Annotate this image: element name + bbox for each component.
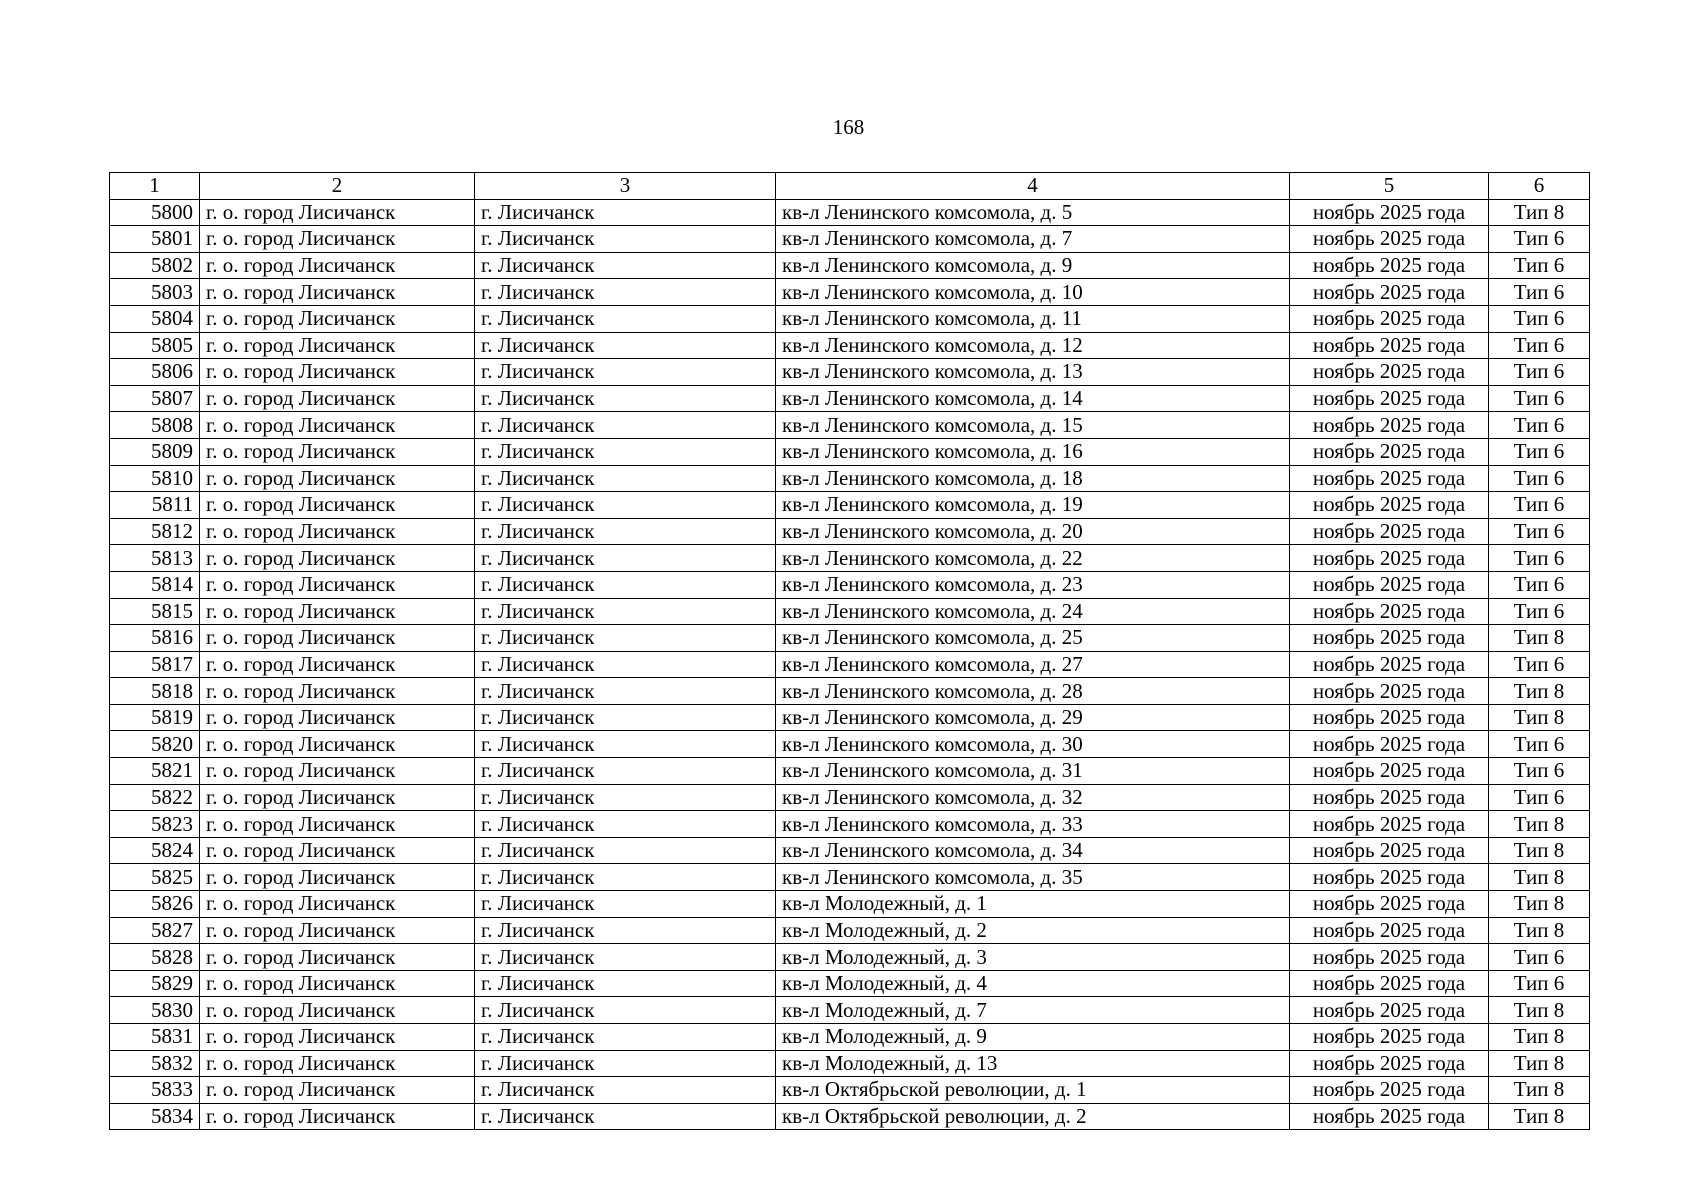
- page-number: 168: [832, 115, 865, 139]
- address-cell: кв-л Ленинского комсомола, д. 15: [776, 412, 1290, 439]
- row-number-cell: 5800: [110, 199, 200, 226]
- municipality-cell: г. о. город Лисичанск: [200, 704, 475, 731]
- settlement-cell: г. Лисичанск: [475, 891, 776, 918]
- settlement-cell: г. Лисичанск: [475, 412, 776, 439]
- deadline-cell: ноябрь 2025 года: [1290, 518, 1489, 545]
- table-row: [110, 465, 1590, 492]
- type-cell: Тип 8: [1489, 997, 1590, 1024]
- settlement-cell: г. Лисичанск: [475, 625, 776, 652]
- table-row: [110, 678, 1590, 705]
- address-cell: кв-л Молодежный, д. 4: [776, 970, 1290, 997]
- column-header-4: 4: [776, 173, 1290, 200]
- address-cell: кв-л Ленинского комсомола, д. 23: [776, 571, 1290, 598]
- municipality-cell: г. о. город Лисичанск: [200, 1077, 475, 1104]
- type-cell: Тип 6: [1489, 305, 1590, 332]
- settlement-cell: г. Лисичанск: [475, 279, 776, 306]
- table-row: [110, 811, 1590, 838]
- settlement-cell: г. Лисичанск: [475, 651, 776, 678]
- row-number-cell: 5811: [110, 492, 200, 519]
- municipality-cell: г. о. город Лисичанск: [200, 970, 475, 997]
- settlement-cell: г. Лисичанск: [475, 678, 776, 705]
- column-header-6: 6: [1489, 173, 1590, 200]
- deadline-cell: ноябрь 2025 года: [1290, 917, 1489, 944]
- type-cell: Тип 6: [1489, 598, 1590, 625]
- row-number-cell: 5821: [110, 758, 200, 785]
- municipality-cell: г. о. город Лисичанск: [200, 758, 475, 785]
- settlement-cell: г. Лисичанск: [475, 758, 776, 785]
- settlement-cell: г. Лисичанск: [475, 465, 776, 492]
- type-cell: Тип 8: [1489, 678, 1590, 705]
- address-cell: кв-л Ленинского комсомола, д. 29: [776, 704, 1290, 731]
- settlement-cell: г. Лисичанск: [475, 1024, 776, 1051]
- table-row: [110, 252, 1590, 279]
- row-number-cell: 5834: [110, 1103, 200, 1130]
- settlement-cell: г. Лисичанск: [475, 492, 776, 519]
- settlement-cell: г. Лисичанск: [475, 811, 776, 838]
- table-row: [110, 332, 1590, 359]
- row-number-cell: 5832: [110, 1050, 200, 1077]
- address-cell: кв-л Ленинского комсомола, д. 14: [776, 385, 1290, 412]
- row-number-cell: 5807: [110, 385, 200, 412]
- row-number-cell: 5820: [110, 731, 200, 758]
- municipality-cell: г. о. город Лисичанск: [200, 492, 475, 519]
- address-cell: кв-л Октябрьской революции, д. 2: [776, 1103, 1290, 1130]
- row-number-cell: 5815: [110, 598, 200, 625]
- type-cell: Тип 6: [1489, 571, 1590, 598]
- deadline-cell: ноябрь 2025 года: [1290, 784, 1489, 811]
- deadline-cell: ноябрь 2025 года: [1290, 625, 1489, 652]
- type-cell: Тип 8: [1489, 864, 1590, 891]
- settlement-cell: г. Лисичанск: [475, 385, 776, 412]
- municipality-cell: г. о. город Лисичанск: [200, 305, 475, 332]
- address-cell: кв-л Ленинского комсомола, д. 24: [776, 598, 1290, 625]
- row-number-cell: 5806: [110, 359, 200, 386]
- settlement-cell: г. Лисичанск: [475, 731, 776, 758]
- table-row: [110, 226, 1590, 253]
- row-number-cell: 5830: [110, 997, 200, 1024]
- row-number-cell: 5805: [110, 332, 200, 359]
- settlement-cell: г. Лисичанск: [475, 1077, 776, 1104]
- address-cell: кв-л Ленинского комсомола, д. 11: [776, 305, 1290, 332]
- deadline-cell: ноябрь 2025 года: [1290, 412, 1489, 439]
- address-cell: кв-л Ленинского комсомола, д. 16: [776, 438, 1290, 465]
- table-row: [110, 891, 1590, 918]
- municipality-cell: г. о. город Лисичанск: [200, 864, 475, 891]
- type-cell: Тип 6: [1489, 226, 1590, 253]
- municipality-cell: г. о. город Лисичанск: [200, 332, 475, 359]
- type-cell: Тип 6: [1489, 492, 1590, 519]
- type-cell: Тип 8: [1489, 811, 1590, 838]
- table-row: [110, 571, 1590, 598]
- deadline-cell: ноябрь 2025 года: [1290, 704, 1489, 731]
- row-number-cell: 5833: [110, 1077, 200, 1104]
- deadline-cell: ноябрь 2025 года: [1290, 359, 1489, 386]
- column-header-1: 1: [110, 173, 200, 200]
- municipality-cell: г. о. город Лисичанск: [200, 199, 475, 226]
- deadline-cell: ноябрь 2025 года: [1290, 678, 1489, 705]
- type-cell: Тип 6: [1489, 279, 1590, 306]
- type-cell: Тип 8: [1489, 917, 1590, 944]
- row-number-cell: 5828: [110, 944, 200, 971]
- settlement-cell: г. Лисичанск: [475, 226, 776, 253]
- type-cell: Тип 6: [1489, 332, 1590, 359]
- municipality-cell: г. о. город Лисичанск: [200, 997, 475, 1024]
- table-row: [110, 1024, 1590, 1051]
- deadline-cell: ноябрь 2025 года: [1290, 492, 1489, 519]
- row-number-cell: 5817: [110, 651, 200, 678]
- municipality-cell: г. о. город Лисичанск: [200, 837, 475, 864]
- deadline-cell: ноябрь 2025 года: [1290, 970, 1489, 997]
- municipality-cell: г. о. город Лисичанск: [200, 625, 475, 652]
- deadline-cell: ноябрь 2025 года: [1290, 731, 1489, 758]
- address-cell: кв-л Ленинского комсомола, д. 32: [776, 784, 1290, 811]
- settlement-cell: г. Лисичанск: [475, 970, 776, 997]
- address-cell: кв-л Ленинского комсомола, д. 35: [776, 864, 1290, 891]
- type-cell: Тип 6: [1489, 518, 1590, 545]
- type-cell: Тип 8: [1489, 1024, 1590, 1051]
- type-cell: Тип 8: [1489, 891, 1590, 918]
- address-cell: кв-л Ленинского комсомола, д. 30: [776, 731, 1290, 758]
- municipality-cell: г. о. город Лисичанск: [200, 465, 475, 492]
- deadline-cell: ноябрь 2025 года: [1290, 997, 1489, 1024]
- column-header-2: 2: [200, 173, 475, 200]
- deadline-cell: ноябрь 2025 года: [1290, 571, 1489, 598]
- settlement-cell: г. Лисичанск: [475, 332, 776, 359]
- row-number-cell: 5801: [110, 226, 200, 253]
- type-cell: Тип 6: [1489, 438, 1590, 465]
- settlement-cell: г. Лисичанск: [475, 571, 776, 598]
- row-number-cell: 5816: [110, 625, 200, 652]
- type-cell: Тип 8: [1489, 625, 1590, 652]
- municipality-cell: г. о. город Лисичанск: [200, 731, 475, 758]
- municipality-cell: г. о. город Лисичанск: [200, 412, 475, 439]
- address-cell: кв-л Ленинского комсомола, д. 9: [776, 252, 1290, 279]
- column-header-5: 5: [1290, 173, 1489, 200]
- type-cell: Тип 8: [1489, 1050, 1590, 1077]
- municipality-cell: г. о. город Лисичанск: [200, 891, 475, 918]
- address-cell: кв-л Молодежный, д. 7: [776, 997, 1290, 1024]
- municipality-cell: г. о. город Лисичанск: [200, 385, 475, 412]
- municipality-cell: г. о. город Лисичанск: [200, 571, 475, 598]
- address-cell: кв-л Молодежный, д. 9: [776, 1024, 1290, 1051]
- settlement-cell: г. Лисичанск: [475, 917, 776, 944]
- column-header-3: 3: [475, 173, 776, 200]
- table-row: [110, 518, 1590, 545]
- address-cell: кв-л Ленинского комсомола, д. 22: [776, 545, 1290, 572]
- settlement-cell: г. Лисичанск: [475, 199, 776, 226]
- table-row: [110, 492, 1590, 519]
- type-cell: Тип 6: [1489, 784, 1590, 811]
- address-cell: кв-л Ленинского комсомола, д. 25: [776, 625, 1290, 652]
- address-cell: кв-л Ленинского комсомола, д. 19: [776, 492, 1290, 519]
- deadline-cell: ноябрь 2025 года: [1290, 758, 1489, 785]
- type-cell: Тип 6: [1489, 944, 1590, 971]
- deadline-cell: ноябрь 2025 года: [1290, 651, 1489, 678]
- deadline-cell: ноябрь 2025 года: [1290, 1103, 1489, 1130]
- type-cell: Тип 8: [1489, 1077, 1590, 1104]
- deadline-cell: ноябрь 2025 года: [1290, 1077, 1489, 1104]
- table-row: [110, 412, 1590, 439]
- row-number-cell: 5814: [110, 571, 200, 598]
- type-cell: Тип 6: [1489, 731, 1590, 758]
- municipality-cell: г. о. город Лисичанск: [200, 545, 475, 572]
- settlement-cell: г. Лисичанск: [475, 598, 776, 625]
- table-body: [110, 199, 1590, 1130]
- table-header: [110, 173, 1590, 200]
- settlement-cell: г. Лисичанск: [475, 545, 776, 572]
- deadline-cell: ноябрь 2025 года: [1290, 279, 1489, 306]
- settlement-cell: г. Лисичанск: [475, 837, 776, 864]
- deadline-cell: ноябрь 2025 года: [1290, 598, 1489, 625]
- deadline-cell: ноябрь 2025 года: [1290, 891, 1489, 918]
- settlement-cell: г. Лисичанск: [475, 305, 776, 332]
- type-cell: Тип 8: [1489, 1103, 1590, 1130]
- deadline-cell: ноябрь 2025 года: [1290, 438, 1489, 465]
- address-cell: кв-л Ленинского комсомола, д. 28: [776, 678, 1290, 705]
- municipality-cell: г. о. город Лисичанск: [200, 1050, 475, 1077]
- table-row: [110, 1077, 1590, 1104]
- settlement-cell: г. Лисичанск: [475, 518, 776, 545]
- table-row: [110, 704, 1590, 731]
- type-cell: Тип 8: [1489, 199, 1590, 226]
- table-row: [110, 837, 1590, 864]
- municipality-cell: г. о. город Лисичанск: [200, 917, 475, 944]
- row-number-cell: 5804: [110, 305, 200, 332]
- deadline-cell: ноябрь 2025 года: [1290, 944, 1489, 971]
- row-number-cell: 5812: [110, 518, 200, 545]
- deadline-cell: ноябрь 2025 года: [1290, 1050, 1489, 1077]
- table-row: [110, 970, 1590, 997]
- table-row: [110, 438, 1590, 465]
- row-number-cell: 5827: [110, 917, 200, 944]
- deadline-cell: ноябрь 2025 года: [1290, 864, 1489, 891]
- settlement-cell: г. Лисичанск: [475, 944, 776, 971]
- row-number-cell: 5826: [110, 891, 200, 918]
- row-number-cell: 5819: [110, 704, 200, 731]
- address-cell: кв-л Молодежный, д. 2: [776, 917, 1290, 944]
- municipality-cell: г. о. город Лисичанск: [200, 598, 475, 625]
- address-cell: кв-л Молодежный, д. 13: [776, 1050, 1290, 1077]
- municipality-cell: г. о. город Лисичанск: [200, 226, 475, 253]
- deadline-cell: ноябрь 2025 года: [1290, 837, 1489, 864]
- type-cell: Тип 6: [1489, 359, 1590, 386]
- table-row: [110, 917, 1590, 944]
- type-cell: Тип 6: [1489, 970, 1590, 997]
- row-number-cell: 5818: [110, 678, 200, 705]
- address-cell: кв-л Ленинского комсомола, д. 12: [776, 332, 1290, 359]
- address-cell: кв-л Ленинского комсомола, д. 27: [776, 651, 1290, 678]
- deadline-cell: ноябрь 2025 года: [1290, 332, 1489, 359]
- address-cell: кв-л Ленинского комсомола, д. 20: [776, 518, 1290, 545]
- table-row: [110, 305, 1590, 332]
- deadline-cell: ноябрь 2025 года: [1290, 199, 1489, 226]
- type-cell: Тип 6: [1489, 545, 1590, 572]
- table-row: [110, 1050, 1590, 1077]
- deadline-cell: ноябрь 2025 года: [1290, 226, 1489, 253]
- deadline-cell: ноябрь 2025 года: [1290, 305, 1489, 332]
- deadline-cell: ноябрь 2025 года: [1290, 545, 1489, 572]
- address-cell: кв-л Ленинского комсомола, д. 5: [776, 199, 1290, 226]
- settlement-cell: г. Лисичанск: [475, 704, 776, 731]
- deadline-cell: ноябрь 2025 года: [1290, 385, 1489, 412]
- municipality-cell: г. о. город Лисичанск: [200, 279, 475, 306]
- settlement-cell: г. Лисичанск: [475, 864, 776, 891]
- settlement-cell: г. Лисичанск: [475, 252, 776, 279]
- row-number-cell: 5802: [110, 252, 200, 279]
- deadline-cell: ноябрь 2025 года: [1290, 811, 1489, 838]
- table-row: [110, 864, 1590, 891]
- address-cell: кв-л Ленинского комсомола, д. 7: [776, 226, 1290, 253]
- municipality-cell: г. о. город Лисичанск: [200, 811, 475, 838]
- address-cell: кв-л Ленинского комсомола, д. 13: [776, 359, 1290, 386]
- row-number-cell: 5829: [110, 970, 200, 997]
- address-cell: кв-л Ленинского комсомола, д. 10: [776, 279, 1290, 306]
- row-number-cell: 5803: [110, 279, 200, 306]
- deadline-cell: ноябрь 2025 года: [1290, 465, 1489, 492]
- table-row: [110, 199, 1590, 226]
- type-cell: Тип 6: [1489, 385, 1590, 412]
- municipality-cell: г. о. город Лисичанск: [200, 784, 475, 811]
- settlement-cell: г. Лисичанск: [475, 784, 776, 811]
- row-number-cell: 5825: [110, 864, 200, 891]
- deadline-cell: ноябрь 2025 года: [1290, 252, 1489, 279]
- address-cell: кв-л Ленинского комсомола, д. 33: [776, 811, 1290, 838]
- settlement-cell: г. Лисичанск: [475, 359, 776, 386]
- table-row: [110, 598, 1590, 625]
- table-row: [110, 731, 1590, 758]
- address-cell: кв-л Ленинского комсомола, д. 34: [776, 837, 1290, 864]
- type-cell: Тип 8: [1489, 837, 1590, 864]
- table-row: [110, 758, 1590, 785]
- type-cell: Тип 6: [1489, 252, 1590, 279]
- table-row: [110, 385, 1590, 412]
- row-number-cell: 5822: [110, 784, 200, 811]
- row-number-cell: 5824: [110, 837, 200, 864]
- type-cell: Тип 6: [1489, 651, 1590, 678]
- row-number-cell: 5831: [110, 1024, 200, 1051]
- municipality-cell: г. о. город Лисичанск: [200, 1024, 475, 1051]
- municipality-cell: г. о. город Лисичанск: [200, 359, 475, 386]
- table-row: [110, 944, 1590, 971]
- row-number-cell: 5809: [110, 438, 200, 465]
- type-cell: Тип 6: [1489, 412, 1590, 439]
- row-number-cell: 5813: [110, 545, 200, 572]
- header-row: [110, 173, 1590, 200]
- municipality-cell: г. о. город Лисичанск: [200, 518, 475, 545]
- row-number-cell: 5808: [110, 412, 200, 439]
- table-row: [110, 1103, 1590, 1130]
- settlement-cell: г. Лисичанск: [475, 1103, 776, 1130]
- row-number-cell: 5810: [110, 465, 200, 492]
- address-cell: кв-л Ленинского комсомола, д. 18: [776, 465, 1290, 492]
- municipality-cell: г. о. город Лисичанск: [200, 651, 475, 678]
- settlement-cell: г. Лисичанск: [475, 438, 776, 465]
- type-cell: Тип 8: [1489, 704, 1590, 731]
- register-table: [109, 172, 1590, 1130]
- table-row: [110, 545, 1590, 572]
- table-row: [110, 997, 1590, 1024]
- municipality-cell: г. о. город Лисичанск: [200, 1103, 475, 1130]
- municipality-cell: г. о. город Лисичанск: [200, 678, 475, 705]
- table-row: [110, 784, 1590, 811]
- municipality-cell: г. о. город Лисичанск: [200, 252, 475, 279]
- address-cell: кв-л Молодежный, д. 1: [776, 891, 1290, 918]
- deadline-cell: ноябрь 2025 года: [1290, 1024, 1489, 1051]
- type-cell: Тип 6: [1489, 758, 1590, 785]
- municipality-cell: г. о. город Лисичанск: [200, 944, 475, 971]
- table-row: [110, 651, 1590, 678]
- settlement-cell: г. Лисичанск: [475, 1050, 776, 1077]
- row-number-cell: 5823: [110, 811, 200, 838]
- settlement-cell: г. Лисичанск: [475, 997, 776, 1024]
- municipality-cell: г. о. город Лисичанск: [200, 438, 475, 465]
- table-row: [110, 279, 1590, 306]
- address-cell: кв-л Ленинского комсомола, д. 31: [776, 758, 1290, 785]
- type-cell: Тип 6: [1489, 465, 1590, 492]
- address-cell: кв-л Октябрьской революции, д. 1: [776, 1077, 1290, 1104]
- table-row: [110, 359, 1590, 386]
- address-cell: кв-л Молодежный, д. 3: [776, 944, 1290, 971]
- table-row: [110, 625, 1590, 652]
